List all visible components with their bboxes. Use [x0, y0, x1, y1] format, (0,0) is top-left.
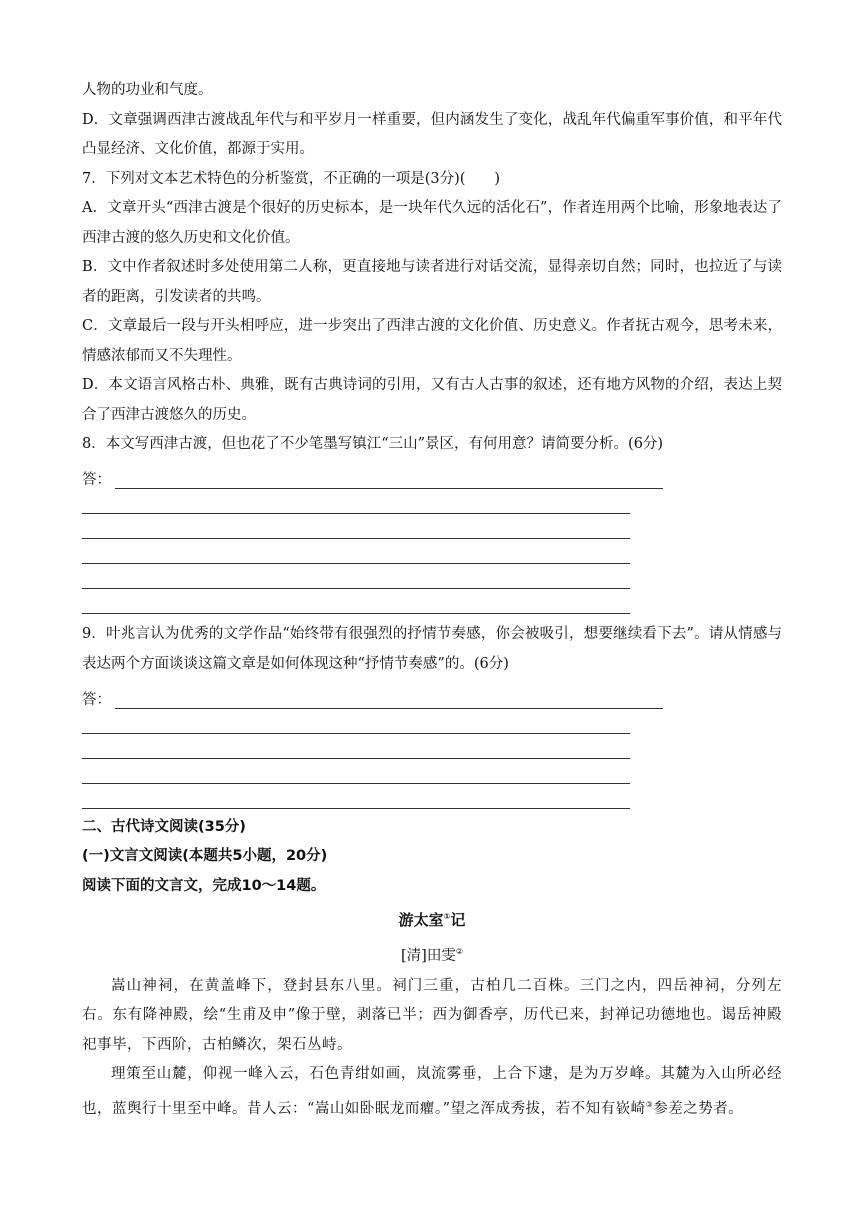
q9-answer-line-3[interactable] [82, 734, 630, 759]
q9-answer-line-1[interactable] [82, 679, 782, 709]
q8-answer-line-5[interactable] [82, 564, 630, 589]
passage-author: [清]田雯② [401, 947, 463, 964]
q8-answer-label: 答： [82, 472, 111, 488]
footnote-marker: ③ [645, 1099, 654, 1109]
answer-rule [115, 470, 663, 489]
q9-answer-line-4[interactable] [82, 759, 630, 784]
q8-stem: 8．本文写西津古渡，但也花了不少笔墨写镇江“三山”景区，有何用意？请简要分析。(6分) [82, 436, 664, 452]
q8-answer-line-4[interactable] [82, 539, 630, 564]
passage-title: 游太室①记 [398, 911, 466, 929]
q7-option-b: B．文中作者叙述时多处使用第二人称，更直接地与读者进行对话交流，显得亲切自然；同时，也拉近了与读者的距离，引发读者的共鸣。 [82, 259, 782, 305]
q7-option-d: D．本文语言风格古朴、典雅，既有古典诗词的引用，又有古人古事的叙述，还有地方风物的介绍，表达上契合了西津古渡悠久的历史。 [82, 377, 782, 423]
q8-answer-line-6[interactable] [82, 589, 630, 614]
q8-answer-line-1[interactable] [82, 460, 782, 490]
section-2-subheading: (一)文言文阅读(本题共5小题，20分) [82, 848, 328, 864]
q7-stem: 7．下列对文本艺术特色的分析鉴赏，不正确的一项是(3分)( ) [82, 170, 501, 187]
q6-option-d: D．文章强调西津古渡战乱年代与和平岁月一样重要，但内涵发生了变化，战乱年代偏重军事价值，和平年代凸显经济、文化价值，都源于实用。 [82, 111, 782, 157]
section-2-heading: 二、古代诗文阅读(35分) [82, 818, 246, 835]
q9-answer-label: 答： [82, 691, 111, 708]
prev-tail-text: 人物的功业和气度。 [82, 82, 213, 98]
passage-paragraph-2: 理策至山麓，仰视一峰入云，石色青绀如画，岚流雾垂，上合下逮，是为万岁峰。其麓为入山所必经也，蓝舆行十里至中峰。昔人云：“嵩山如卧眠龙而癯。”望之浑成秀拔，若不知有嵚崎③参差之势者。 [82, 1066, 782, 1117]
footnote-marker: ① [443, 912, 451, 921]
q9-answer-line-5[interactable] [82, 784, 630, 809]
q7-option-a: A．文章开头“西津古渡是个很好的历史标本，是一块年代久远的活化石”，作者连用两个比喻，形象地表达了西津古渡的悠久历史和文化价值。 [82, 200, 782, 246]
section-2-instruction: 阅读下面的文言文，完成10～14题。 [82, 877, 326, 894]
answer-rule [115, 690, 663, 709]
q8-answer-line-2[interactable] [82, 489, 630, 514]
q9-answer-line-2[interactable] [82, 709, 630, 734]
q8-answer-line-3[interactable] [82, 514, 630, 539]
q9-stem: 9．叶兆言认为优秀的文学作品“始终带有很强烈的抒情节奏感，你会被吸引，想要继续看下去”。请从情感与表达两个方面谈谈这篇文章是如何体现这种“抒情节奏感”的。(6分) [82, 626, 782, 672]
footnote-marker: ② [455, 947, 463, 956]
q7-option-c: C．文章最后一段与开头相呼应，进一步突出了西津古渡的文化价值、历史意义。作者抚古观今，思考未来，情感浓郁而又不失理性。 [82, 318, 782, 364]
document-page [82, 76, 782, 1124]
passage-paragraph-1: 嵩山神祠，在黄盖峰下，登封县东八里。祠门三重，古柏几二百株。三门之内，四岳神祠，分列左右。东有降神殿，绘“生甫及申”像于壁，剥落已半；西为御香亭，历代已来，封禅记功德地也。谒岳神殿祀事毕，下西阶，古柏鳞次，架石丛峙。 [82, 977, 782, 1053]
